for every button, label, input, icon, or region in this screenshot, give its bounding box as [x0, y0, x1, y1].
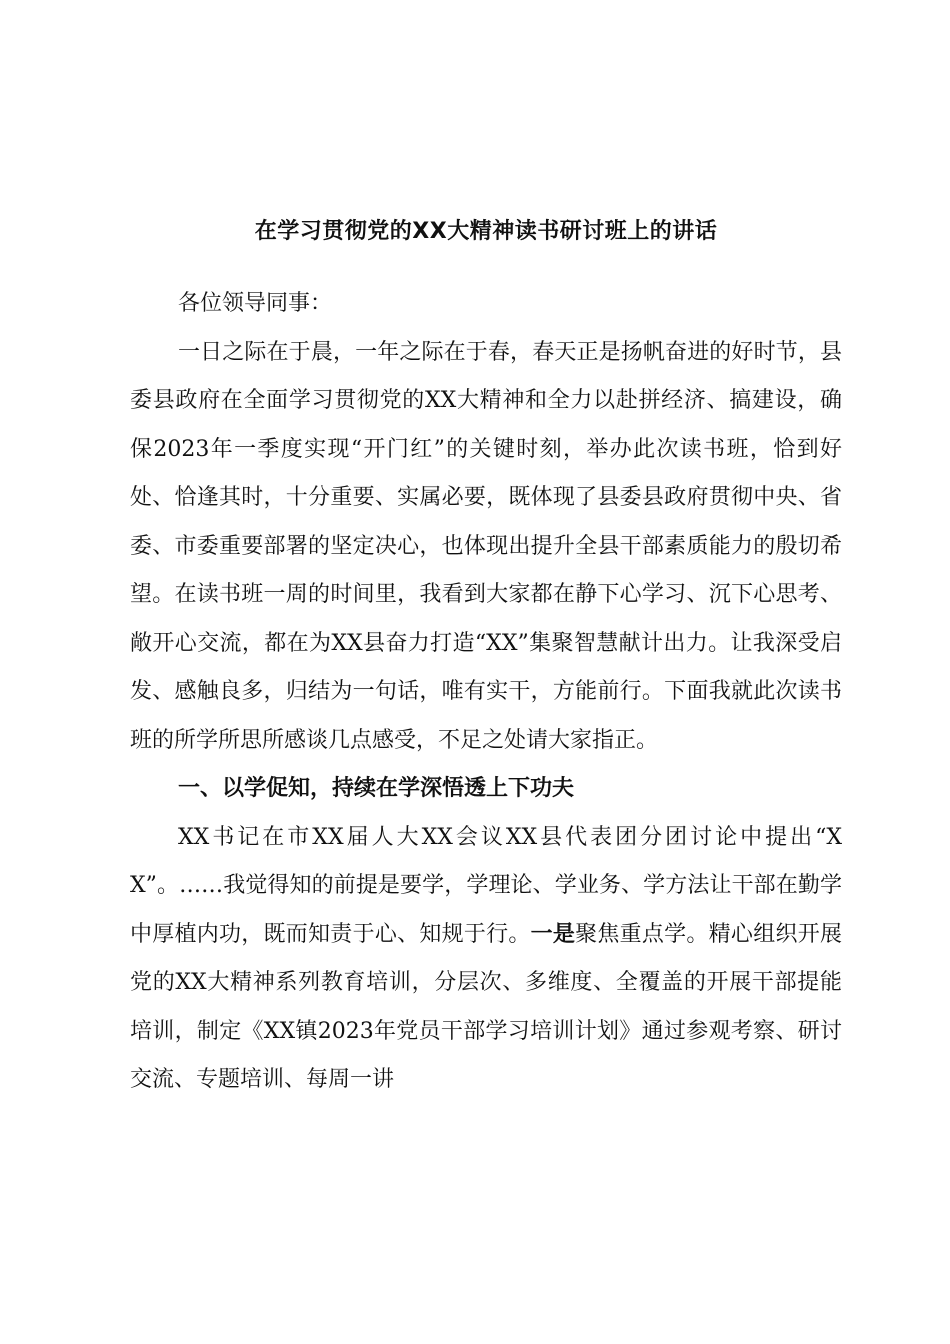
- paragraph-section-1-rest: 聚焦重点学。精心组织开展党的XX大精神系列教育培训，分层次、多维度、全覆盖的开展干部提能培训，制定《XX镇2023年党员干部学习培训计划》通过参观考察、研讨交流、专题培训、每周一讲: [130, 921, 842, 1092]
- document-title: 在学习贯彻党的XX大精神读书研讨班上的讲话: [254, 219, 718, 244]
- document-body: [130, 280, 842, 1105]
- paragraph-section-1: [130, 814, 842, 1105]
- paragraph-section-1-emphasis: 一是: [530, 921, 576, 947]
- paragraph-section-1-intro: XX书记在市XX届人大XX会议XX县代表团分团讨论中提出“XX”。……我觉得知的前提是要学，学理论、学业务、学方法让干部在勤学中厚植内功，既而知责于心、知规于行。: [130, 824, 842, 947]
- document-page: [130, 0, 842, 1344]
- salutation: 各位领导同事：: [178, 291, 333, 316]
- section-heading-1: 一、以学促知，持续在学深悟透上下功夫: [178, 776, 575, 801]
- paragraph-opening: 一日之际在于晨，一年之际在于春，春天正是扬帆奋进的好时节，县委县政府在全面学习贯彻党的XX大精神和全力以赴拼经济、搞建设，确保2023年一季度实现“开门红”的关键时刻，举办此次读书班，恰到好处、恰逢其时，十分重要、实属必要，既体现了县委县政府贯彻中央、省委、市委重要部署的坚定决心，也体现出提升全县干部素质能力的殷切希望。在读书班一周的时间里，我看到大家都在静下心学习、沉下心思考、敞开心交流，都在为XX县奋力打造“XX”集聚智慧献计出力。让我深受启发、感触良多，归结为一句话，唯有实干，方能前行。下面我就此次读书班的所学所思所感谈几点感受，不足之处请大家指正。: [130, 339, 842, 753]
